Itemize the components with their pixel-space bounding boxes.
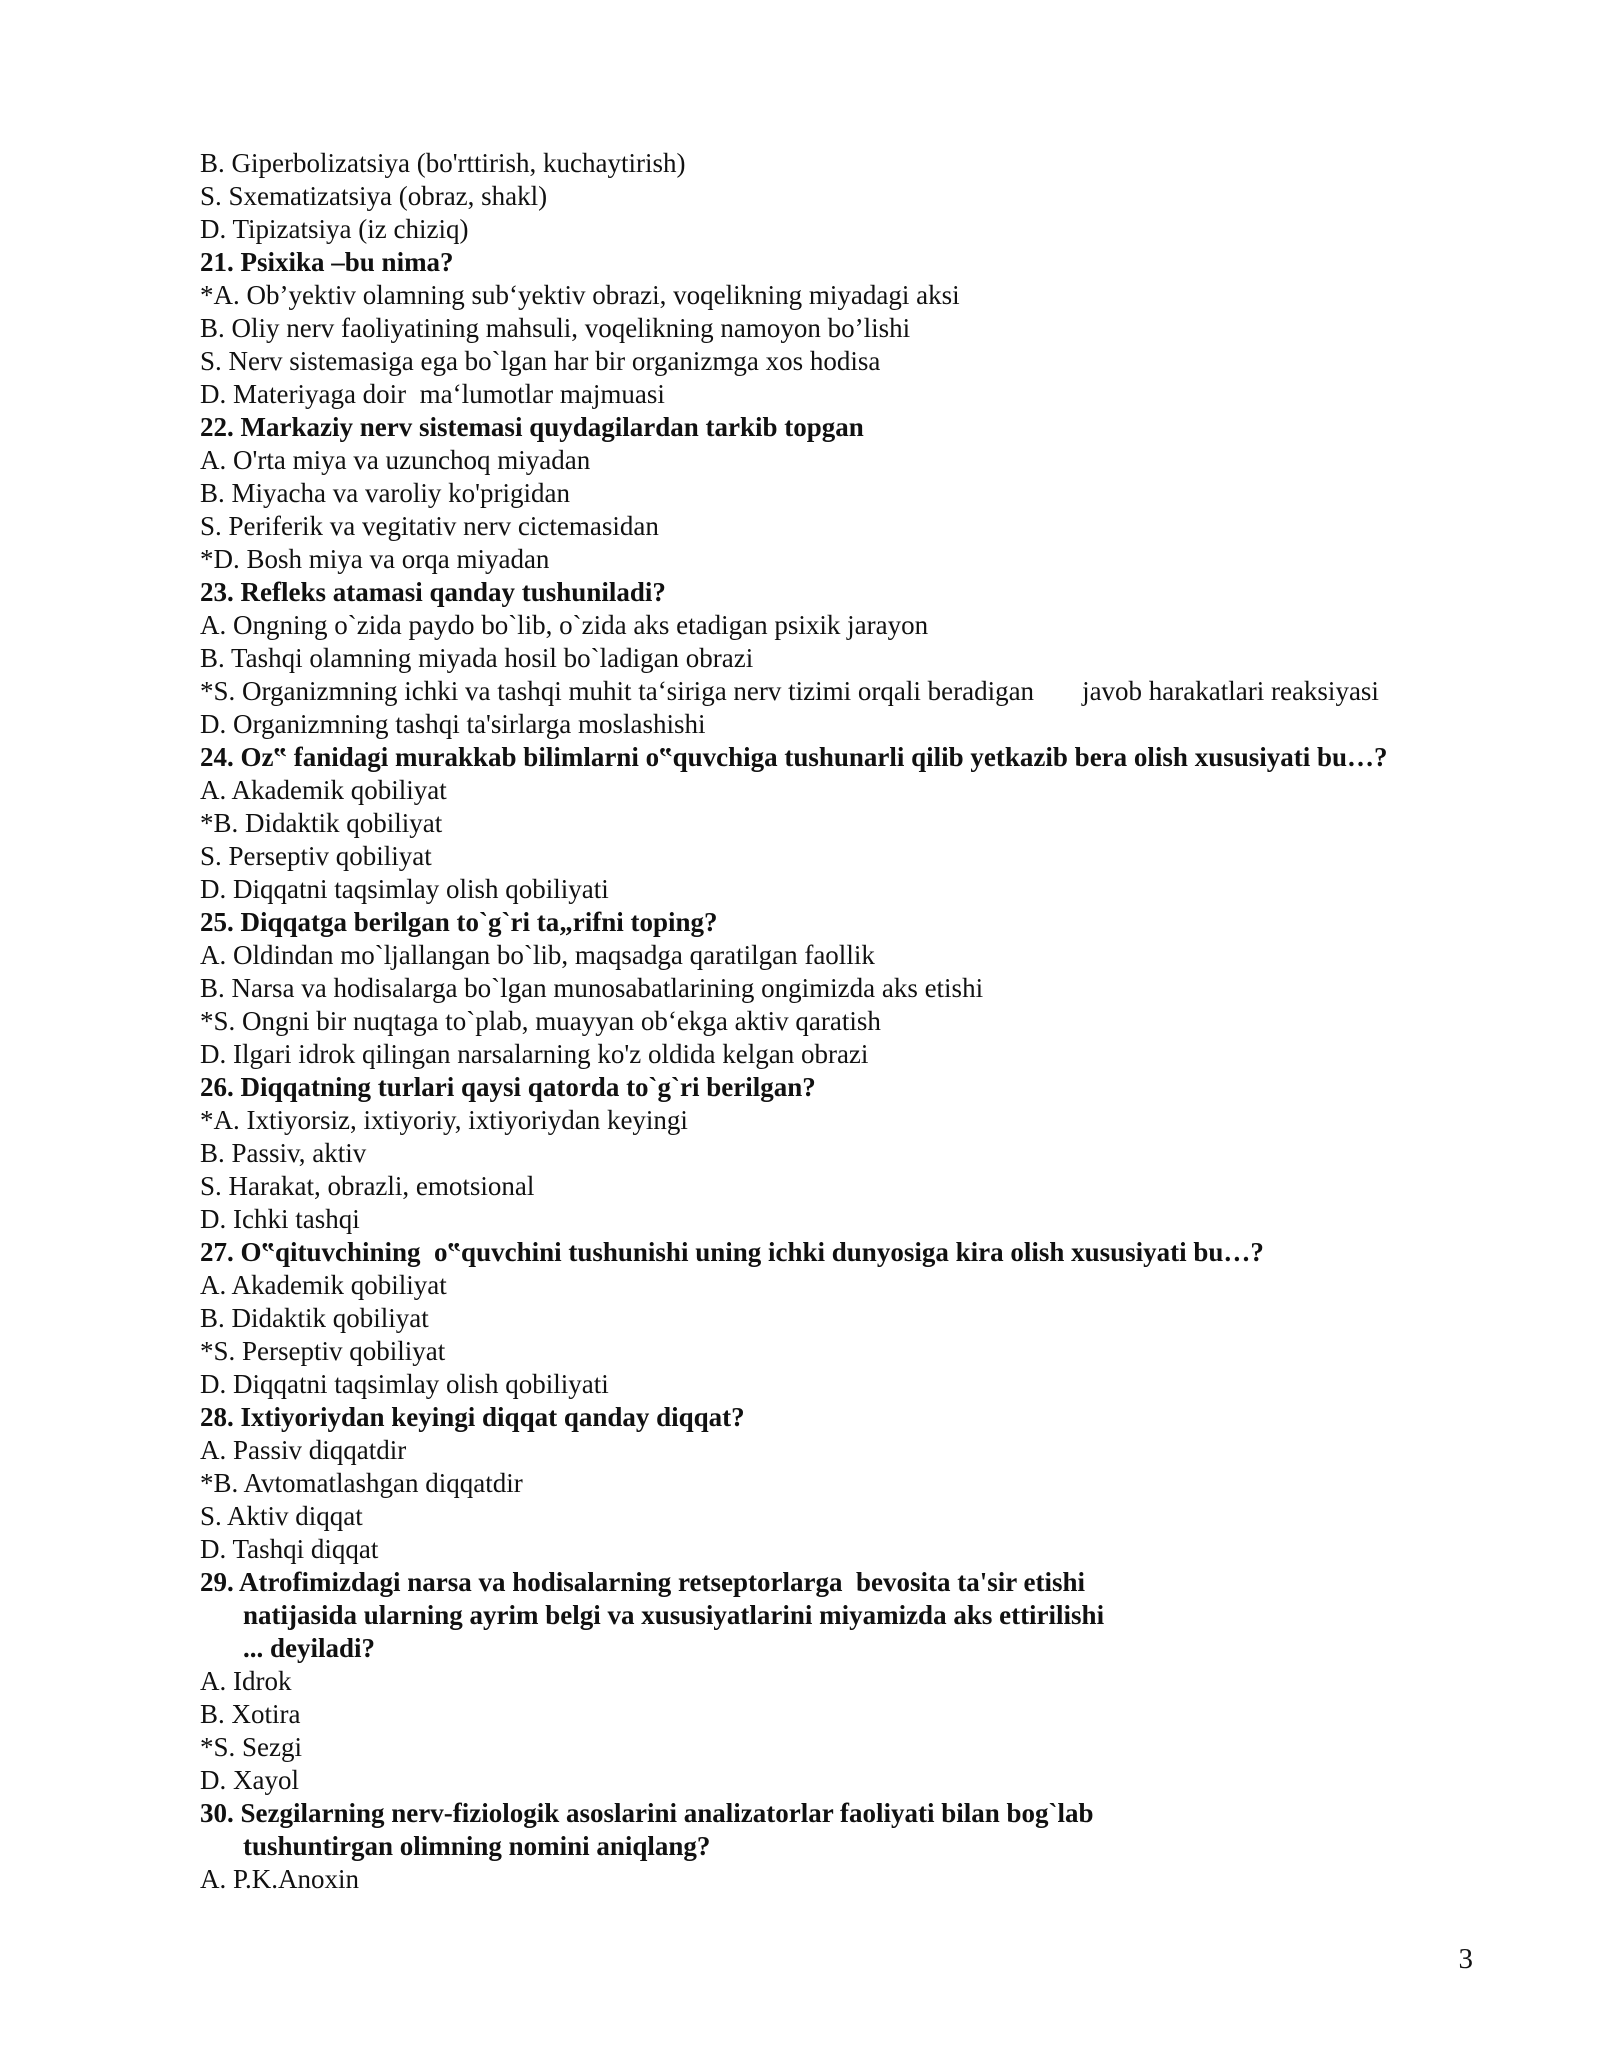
answer-option: D. Materiyaga doir ma‘lumotlar majmuasi: [200, 379, 665, 409]
answer-option: S. Perseptiv qobiliyat: [200, 841, 432, 871]
answer-option: B. Tashqi olamning miyada hosil bo`ladigan obrazi: [200, 643, 754, 673]
answer-option-left: *S. Organizmning ichki va tashqi muhit ta‘siriga nerv tizimi orqali beradigan: [200, 676, 1035, 706]
answer-option: *B. Didaktik qobiliyat: [200, 808, 443, 838]
answer-option: D. Tipizatsiya (iz chiziq): [200, 214, 469, 244]
question-heading: 28. Ixtiyoriydan keyingi diqqat qanday diqqat?: [200, 1402, 745, 1432]
question-heading: 29. Atrofimizdagi narsa va hodisalarning retseptorlarga bevosita ta'sir etishi: [200, 1567, 1085, 1597]
answer-option: B. Didaktik qobiliyat: [200, 1303, 429, 1333]
question-heading: 23. Refleks atamasi qanday tushuniladi?: [200, 577, 666, 607]
question-heading-continuation: tushuntirgan olimning nomini aniqlang?: [243, 1831, 711, 1861]
question-heading: 25. Diqqatga berilgan to`g`ri ta„rifni toping?: [200, 907, 718, 937]
page-content: [200, 147, 1500, 1896]
answer-option: D. Ilgari idrok qilingan narsalarning ko'z oldida kelgan obrazi: [200, 1039, 869, 1069]
answer-option: D. Organizmning tashqi ta'sirlarga moslashishi: [200, 709, 706, 739]
answer-option: B. Giperbolizatsiya (bo'rttirish, kuchaytirish): [200, 148, 686, 178]
answer-option: B. Miyacha va varoliy ko'prigidan: [200, 478, 571, 508]
answer-option: S. Harakat, obrazli, emotsional: [200, 1171, 535, 1201]
answer-option: S. Periferik va vegitativ nerv cictemasidan: [200, 511, 659, 541]
answer-option: D. Xayol: [200, 1765, 299, 1795]
answer-option: S. Aktiv diqqat: [200, 1501, 363, 1531]
answer-option: B. Narsa va hodisalarga bo`lgan munosabatlarining ongimizda aks etishi: [200, 973, 984, 1003]
page-number: 3: [1458, 1943, 1473, 1975]
question-heading: 21. Psixika –bu nima?: [200, 247, 454, 277]
answer-option: *A. Ob’yektiv olamning sub‘yektiv obrazi, voqelikning miyadagi aksi: [200, 280, 960, 310]
answer-option-right: javob harakatlari reaksiyasi: [1082, 676, 1379, 706]
answer-option: D. Diqqatni taqsimlay olish qobiliyati: [200, 1369, 609, 1399]
answer-option: A. Passiv diqqatdir: [200, 1435, 407, 1465]
answer-option: *S. Perseptiv qobiliyat: [200, 1336, 446, 1366]
answer-option: D. Tashqi diqqat: [200, 1534, 379, 1564]
answer-option: D. Diqqatni taqsimlay olish qobiliyati: [200, 874, 609, 904]
question-heading-continuation: ... deyiladi?: [243, 1633, 376, 1663]
answer-option: B. Oliy nerv faoliyatining mahsuli, voqelikning namoyon bo’lishi: [200, 313, 911, 343]
answer-option: A. Akademik qobiliyat: [200, 775, 447, 805]
answer-option: *S. Ongni bir nuqtaga to`plab, muayyan ob‘ekga aktiv qaratish: [200, 1006, 881, 1036]
answer-option: *A. Ixtiyorsiz, ixtiyoriy, ixtiyoriydan keyingi: [200, 1105, 688, 1135]
answer-option: B. Passiv, aktiv: [200, 1138, 367, 1168]
question-heading: 24. Oz‟ fanidagi murakkab bilimlarni o‟quvchiga tushunarli qilib yetkazib bera olish xususiyati bu…?: [200, 742, 1388, 772]
answer-option: A. O'rta miya va uzunchoq miyadan: [200, 445, 591, 475]
answer-option: A. Ongning o`zida paydo bo`lib, o`zida aks etadigan psixik jarayon: [200, 610, 929, 640]
answer-option: S. Sxematizatsiya (obraz, shakl): [200, 181, 548, 211]
question-heading: 26. Diqqatning turlari qaysi qatorda to`g`ri berilgan?: [200, 1072, 816, 1102]
answer-option: *B. Avtomatlashgan diqqatdir: [200, 1468, 523, 1498]
answer-option: B. Xotira: [200, 1699, 301, 1729]
answer-option: *D. Bosh miya va orqa miyadan: [200, 544, 550, 574]
question-heading: 27. O‟qituvchining o‟quvchini tushunishi uning ichki dunyosiga kira olish xususiyati bu…?: [200, 1237, 1264, 1267]
answer-option: A. Oldindan mo`ljallangan bo`lib, maqsadga qaratilgan faollik: [200, 940, 875, 970]
question-heading: 30. Sezgilarning nerv-fiziologik asoslarini analizatorlar faoliyati bilan bog`lab: [200, 1798, 1094, 1828]
answer-option: D. Ichki tashqi: [200, 1204, 360, 1234]
question-heading-continuation: natijasida ularning ayrim belgi va xususiyatlarini miyamizda aks ettirilishi: [243, 1600, 1105, 1630]
answer-option: *S. Sezgi: [200, 1732, 303, 1762]
question-heading: 22. Markaziy nerv sistemasi quydagilardan tarkib topgan: [200, 412, 864, 442]
answer-option: A. P.K.Anoxin: [200, 1864, 360, 1894]
answer-option: A. Idrok: [200, 1666, 292, 1696]
answer-option: S. Nerv sistemasiga ega bo`lgan har bir organizmga xos hodisa: [200, 346, 881, 376]
answer-option: A. Akademik qobiliyat: [200, 1270, 447, 1300]
answer-option-correct: [200, 675, 1500, 708]
